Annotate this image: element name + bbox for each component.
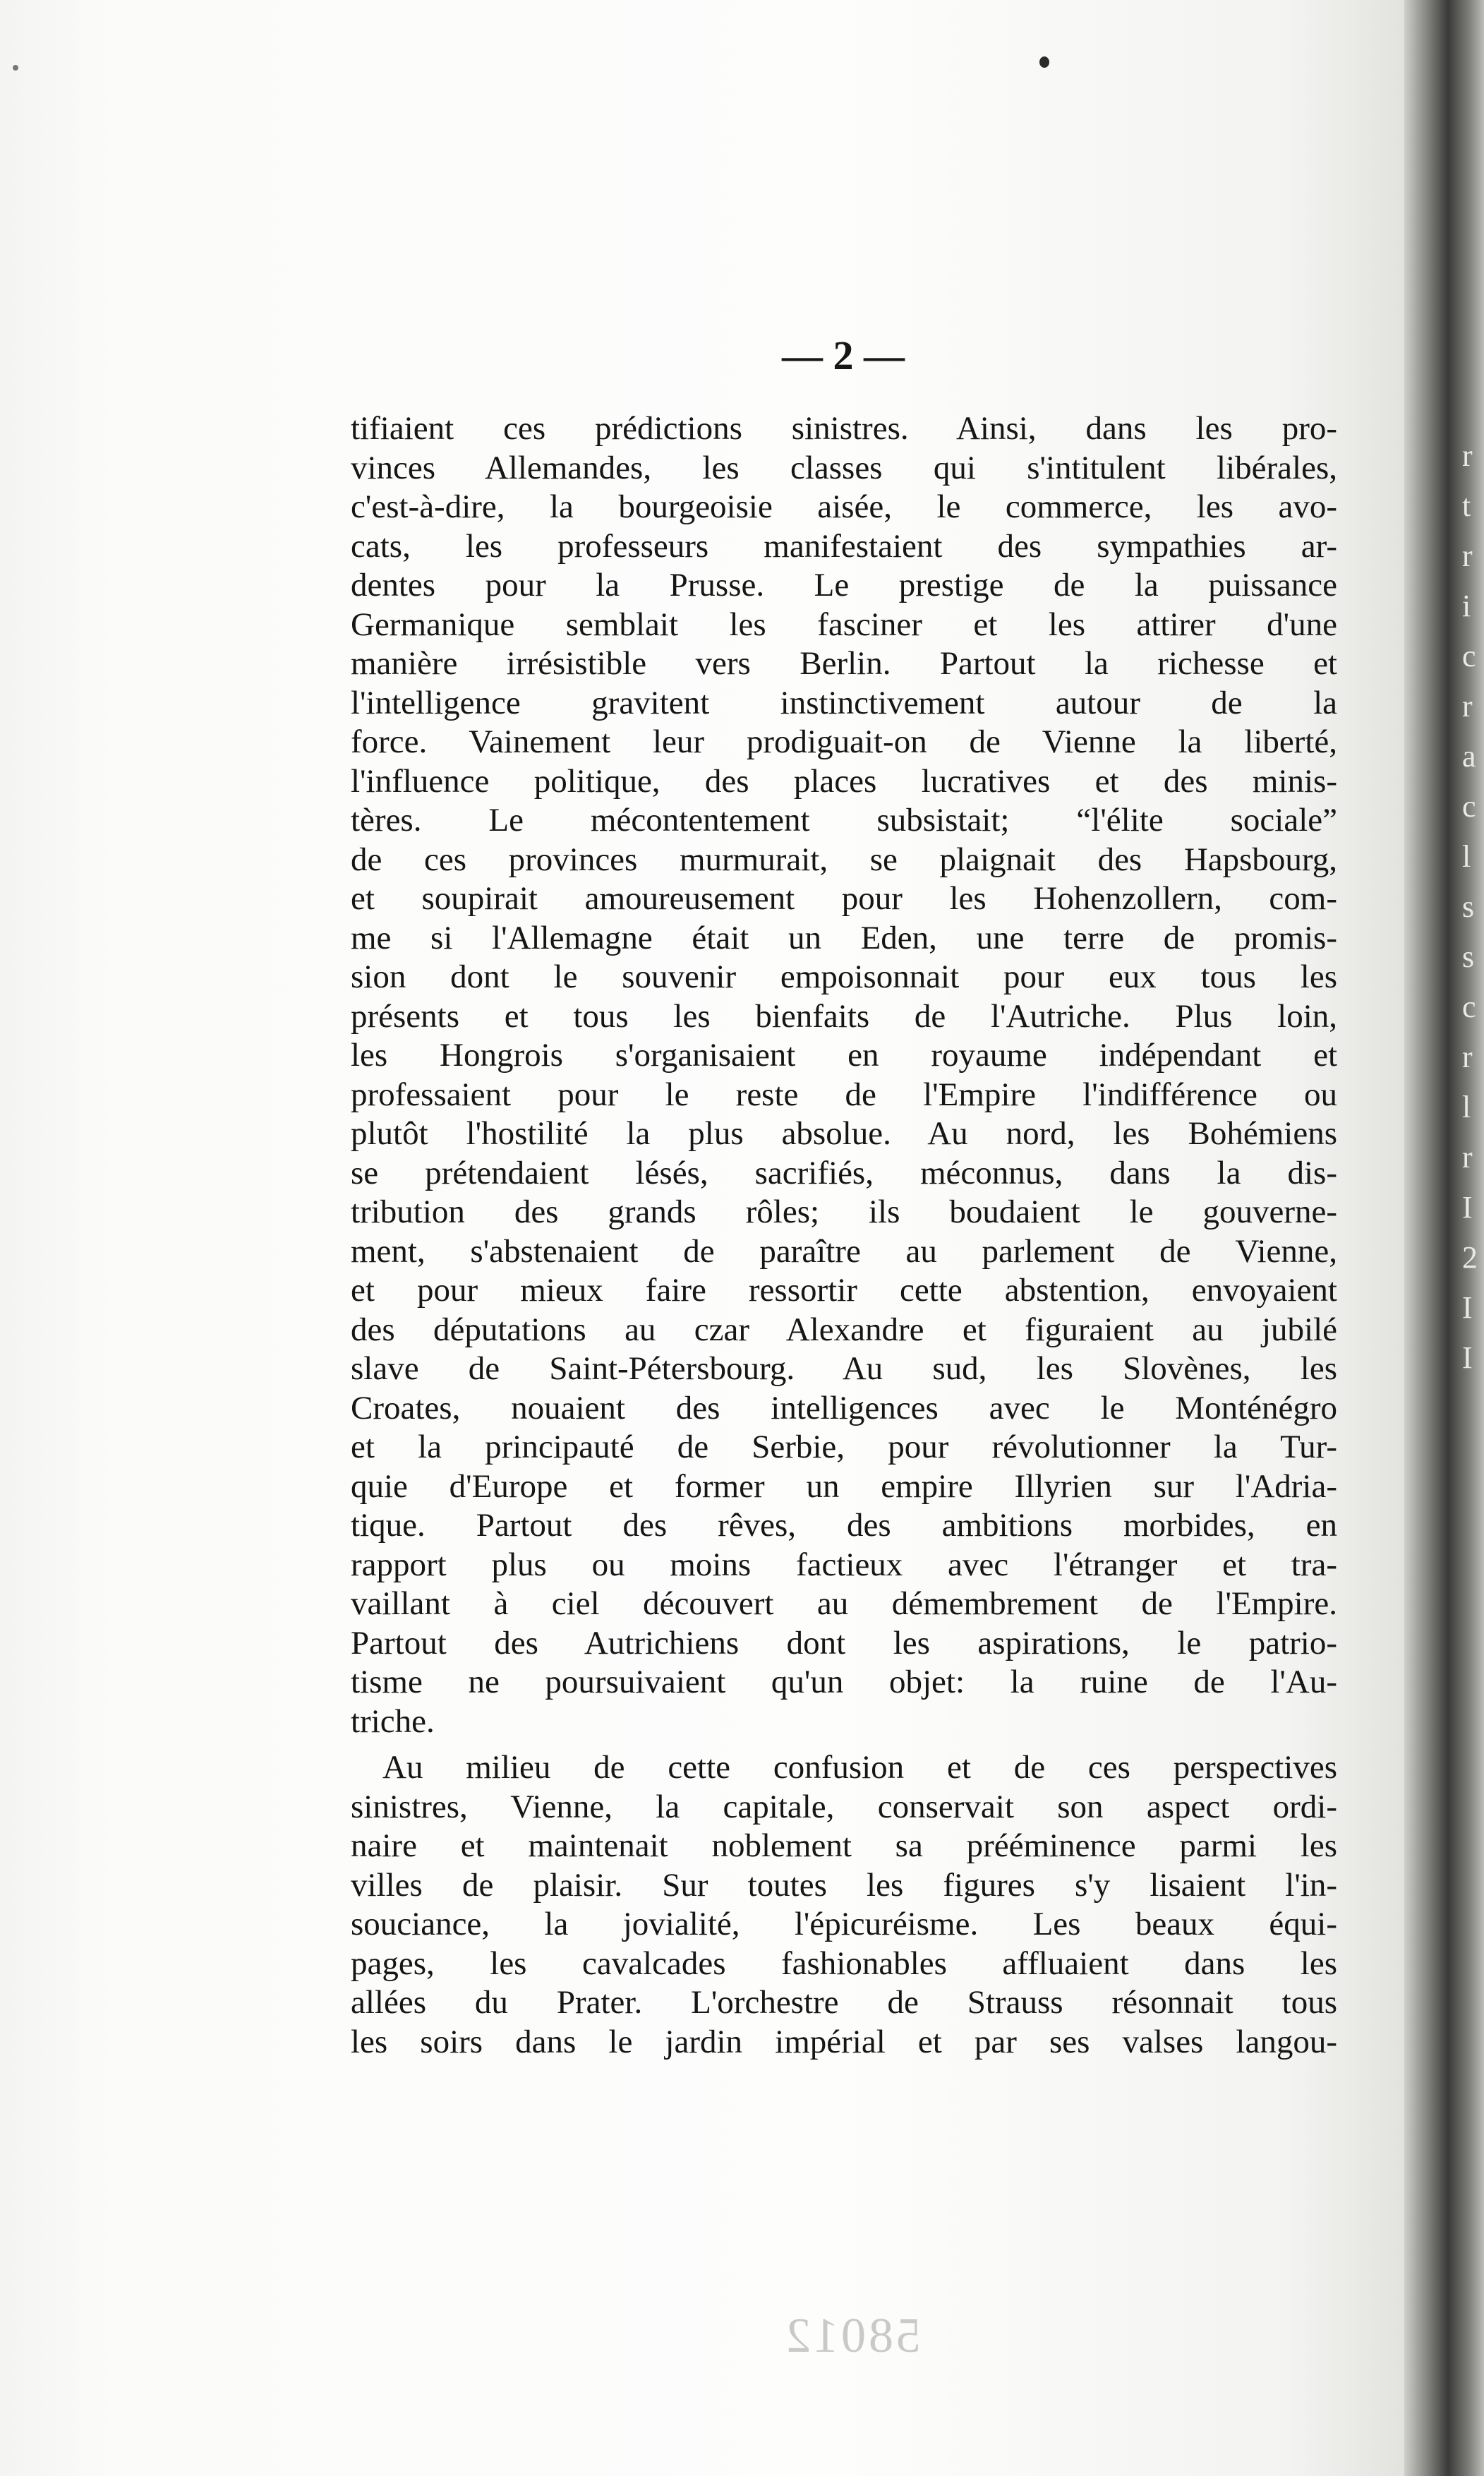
facing-page-letter: l: [1462, 839, 1471, 874]
text-line: de ces provinces murmurait, se plaignait des Hapsbourg,: [351, 841, 1337, 878]
paragraph: [351, 409, 1337, 1741]
facing-page-edge: [1462, 431, 1484, 1560]
text-line: l'intelligence gravitent instinctivement autour de la: [351, 684, 1337, 721]
text-line: et soupirait amoureusement pour les Hohenzollern, com-: [351, 880, 1337, 917]
ink-spot: [13, 65, 18, 71]
text-line: me si l'Allemagne était un Eden, une terre de promis-: [351, 919, 1337, 956]
text-line: Au milieu de cette confusion et de ces perspectives: [382, 1749, 1337, 1786]
text-line: allées du Prater. L'orchestre de Strauss résonnait tous: [351, 1984, 1337, 2021]
text-line: manière irrésistible vers Berlin. Partout la richesse et: [351, 645, 1337, 682]
text-line: Germanique semblait les fasciner et les attirer d'une: [351, 606, 1337, 643]
text-line: slave de Saint-Pétersbourg. Au sud, les Slovènes, les: [351, 1350, 1337, 1387]
text-line: Croates, nouaient des intelligences avec le Monténégro: [351, 1389, 1337, 1426]
text-line: force. Vainement leur prodiguait-on de Vienne la liberté,: [351, 723, 1337, 760]
text-line: et la principauté de Serbie, pour révolutionner la Tur-: [351, 1429, 1337, 1465]
facing-page-letter: r: [1462, 539, 1473, 573]
text-line: plutôt l'hostilité la plus absolue. Au nord, les Bohémiens: [351, 1115, 1337, 1152]
facing-page-letter: c: [1462, 639, 1476, 673]
paragraph-gap: [351, 1741, 1337, 1748]
body-text: [351, 409, 1337, 2062]
text-line: tribution des grands rôles; ils boudaient le gouverne-: [351, 1194, 1337, 1230]
text-line: les soirs dans le jardin impérial et par ses valses langou-: [351, 2023, 1337, 2060]
facing-page-letter: r: [1462, 1040, 1473, 1074]
text-line: sion dont le souvenir empoisonnait pour eux tous les: [351, 958, 1337, 995]
facing-page-letter: s: [1462, 889, 1475, 924]
text-line: dentes pour la Prusse. Le prestige de la puissance: [351, 567, 1337, 603]
facing-page-letter: t: [1462, 488, 1471, 523]
facing-page-letter: I: [1462, 1190, 1473, 1225]
facing-page-letter: I: [1462, 1290, 1473, 1325]
facing-page-letter: c: [1462, 990, 1476, 1024]
facing-page-letter: I: [1462, 1340, 1473, 1375]
text-line: rapport plus ou moins factieux avec l'étranger et tra-: [351, 1546, 1337, 1583]
text-line: tisme ne poursuivaient qu'un objet: la ruine de l'Au-: [351, 1664, 1337, 1700]
text-line: tique. Partout des rêves, des ambitions morbides, en: [351, 1507, 1337, 1544]
paragraph: [351, 1748, 1337, 2062]
text-line: se prétendaient lésés, sacrifiés, méconnus, dans la dis-: [351, 1154, 1337, 1191]
text-line: cats, les professeurs manifestaient des sympathies ar-: [351, 527, 1337, 565]
page-number-row: [0, 332, 1404, 381]
text-line: vinces Allemandes, les classes qui s'intitulent libérales,: [351, 449, 1337, 486]
page-number: — 2 —: [782, 332, 905, 378]
text-line: tifiaient ces prédictions sinistres. Ainsi, dans les pro-: [351, 410, 1337, 447]
facing-page-letter: a: [1462, 739, 1476, 774]
text-line: c'est-à-dire, la bourgeoisie aisée, le commerce, les avo-: [351, 488, 1337, 525]
library-stamp: 58012: [783, 2309, 921, 2363]
text-line: sinistres, Vienne, la capitale, conservait son aspect ordi-: [351, 1788, 1337, 1825]
text-line: ment, s'abstenaient de paraître au parlement de Vienne,: [351, 1232, 1337, 1270]
text-line: quie d'Europe et former un empire Illyrien sur l'Adria-: [351, 1467, 1337, 1505]
text-line: professaient pour le reste de l'Empire l'indifférence ou: [351, 1076, 1337, 1113]
text-line: et pour mieux faire ressortir cette abstention, envoyaient: [351, 1272, 1337, 1309]
facing-page-letter: 2: [1462, 1240, 1478, 1275]
facing-page-letter: r: [1462, 438, 1473, 473]
text-line: des députations au czar Alexandre et figuraient au jubilé: [351, 1311, 1337, 1348]
text-line: les Hongrois s'organisaient en royaume indépendant et: [351, 1037, 1337, 1074]
text-line: villes de plaisir. Sur toutes les figures s'y lisaient l'in-: [351, 1866, 1337, 1904]
facing-page-letter: s: [1462, 939, 1475, 974]
text-line: présents et tous les bienfaits de l'Autriche. Plus loin,: [351, 997, 1337, 1035]
facing-page-letter: c: [1462, 789, 1476, 824]
text-line: souciance, la jovialité, l'épicuréisme. Les beaux équi-: [351, 1906, 1337, 1942]
text-line: l'influence politique, des places lucratives et des minis-: [351, 762, 1337, 800]
ink-spot: [1039, 56, 1049, 68]
facing-page-letter: l: [1462, 1090, 1471, 1124]
text-line: naire et maintenait noblement sa prééminence parmi les: [351, 1827, 1337, 1864]
text-line: pages, les cavalcades fashionables affluaient dans les: [351, 1945, 1337, 1982]
text-line: Partout des Autrichiens dont les aspirations, le patrio-: [351, 1624, 1337, 1661]
facing-page-letter: i: [1462, 589, 1471, 623]
facing-page-letter: r: [1462, 1140, 1473, 1174]
facing-page-letter: r: [1462, 689, 1473, 723]
text-line: vaillant à ciel découvert au démembrement de l'Empire.: [351, 1585, 1337, 1622]
text-line: triche.: [351, 1702, 435, 1740]
text-line: tères. Le mécontentement subsistait; “l'élite sociale”: [351, 802, 1337, 839]
